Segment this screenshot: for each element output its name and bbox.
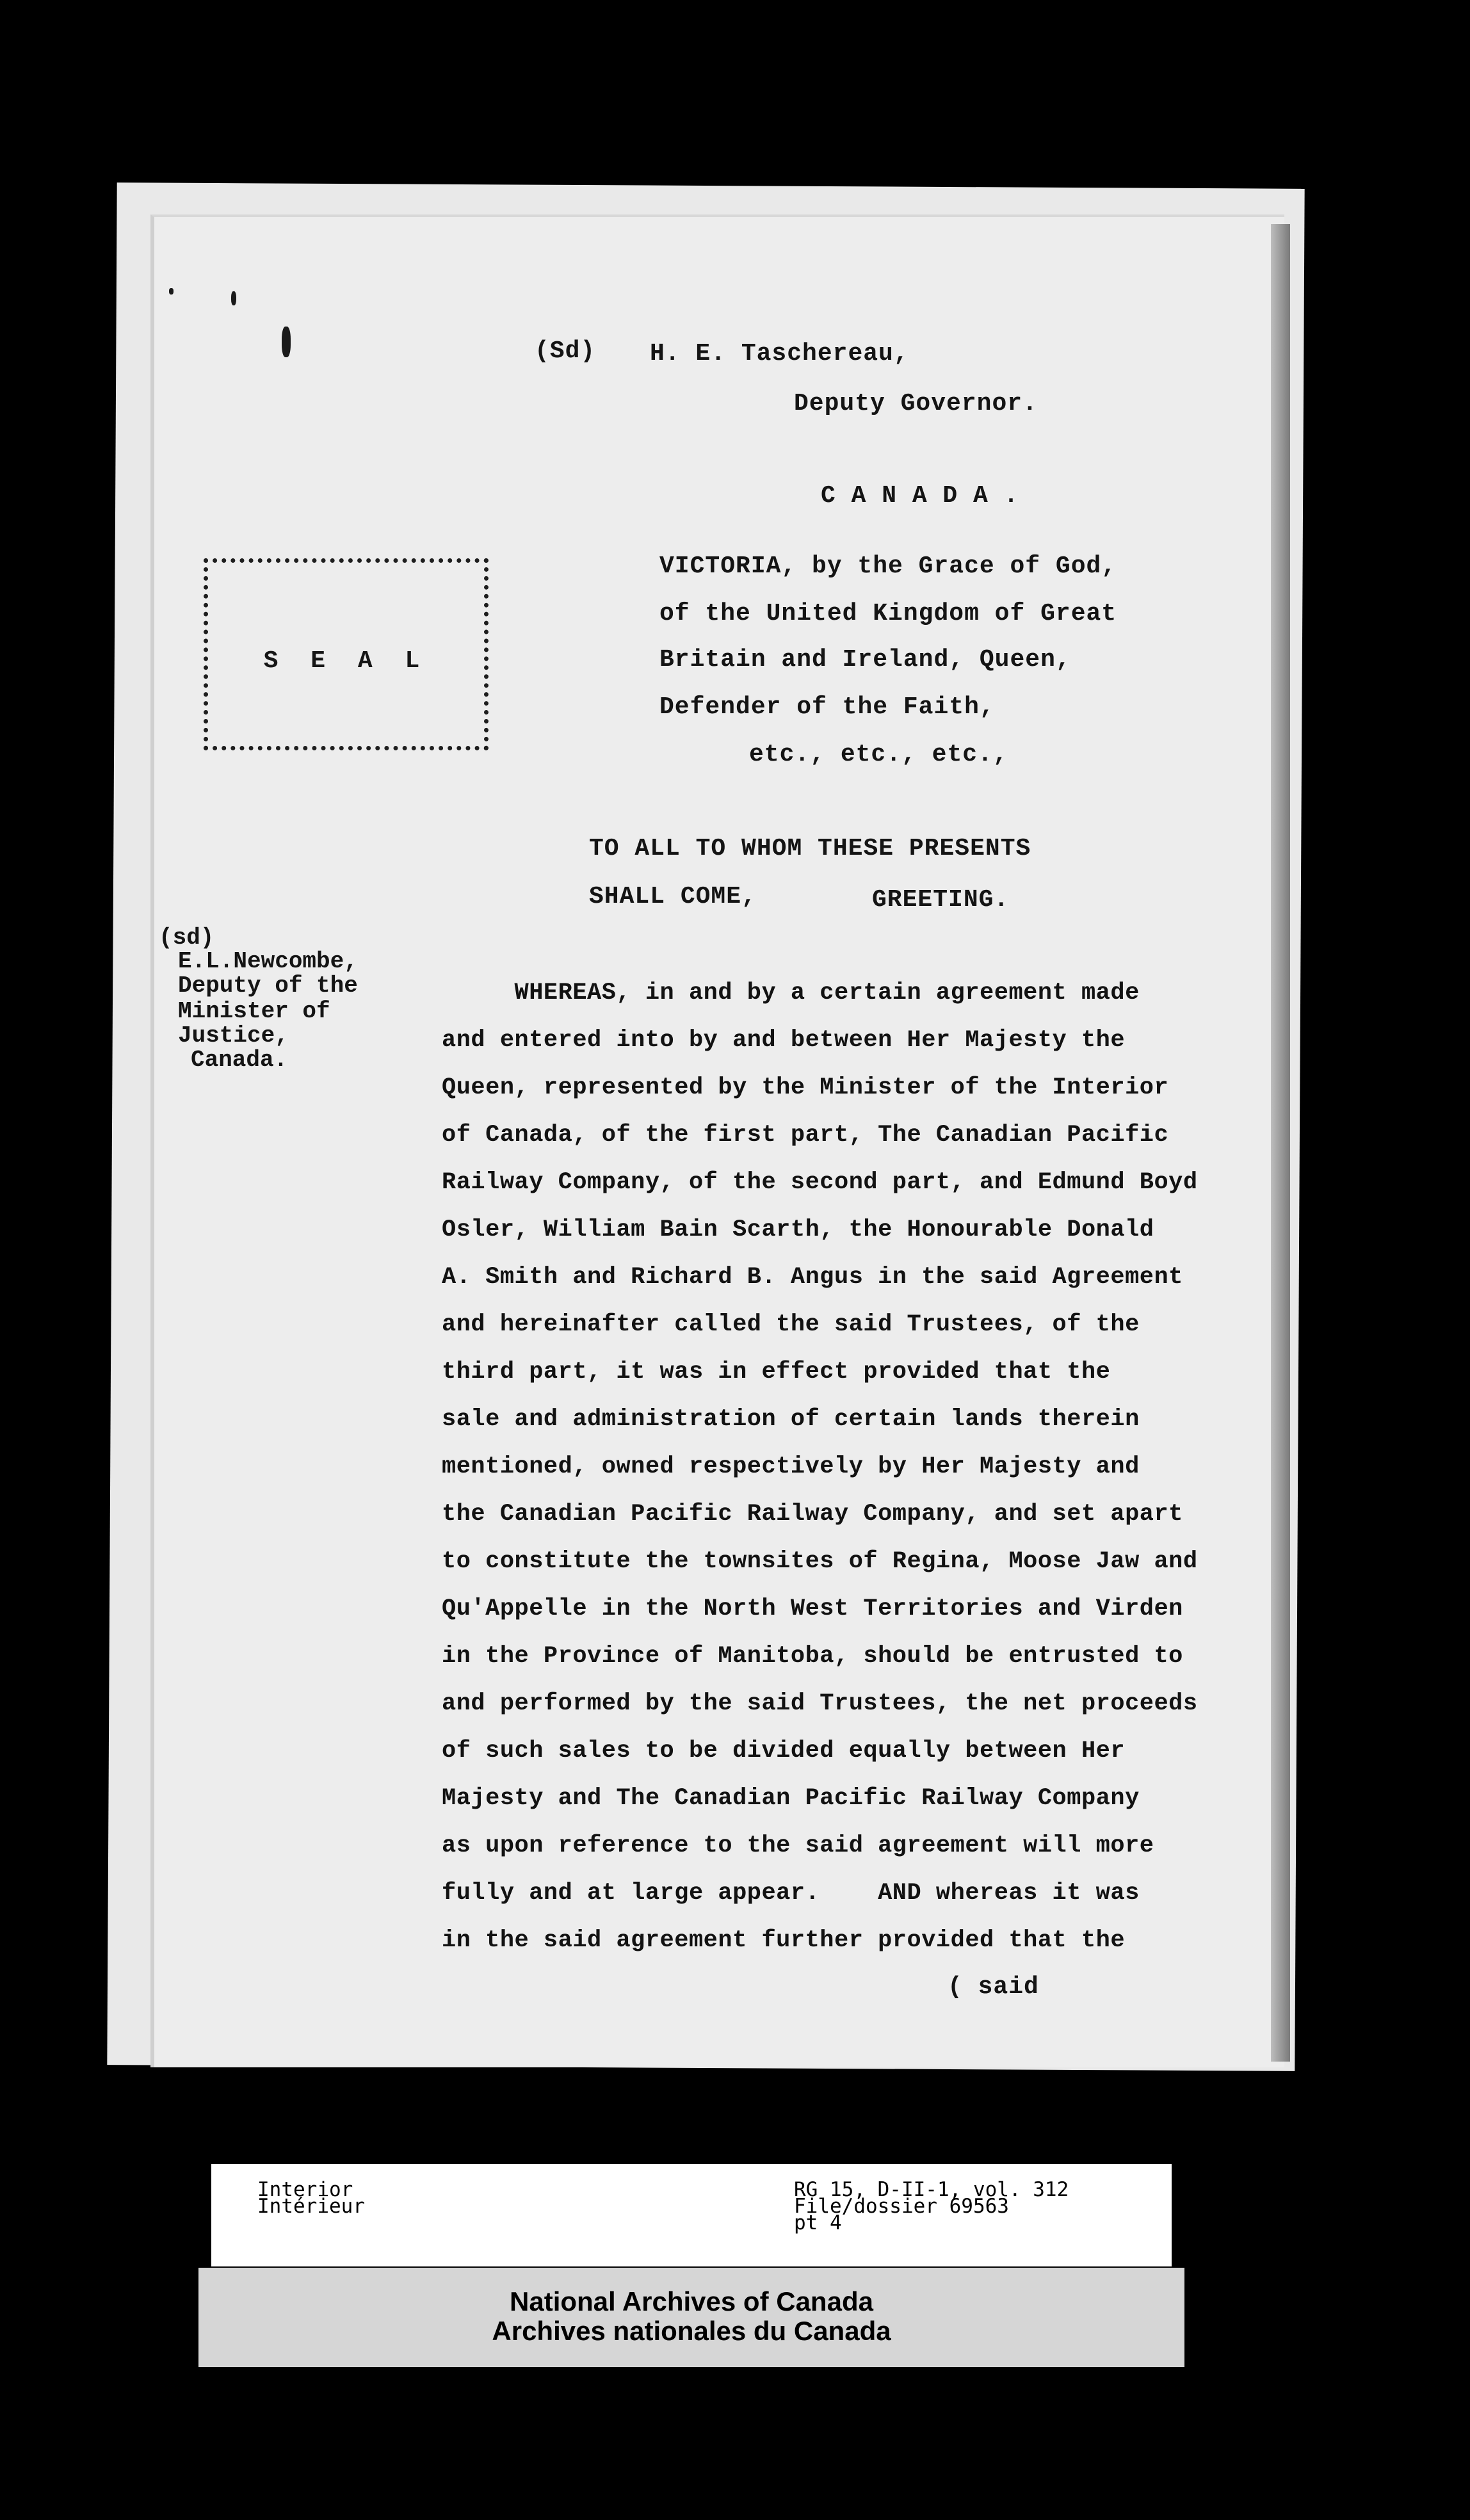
- catchword: ( said: [948, 1973, 1039, 2001]
- royal-style-line: etc., etc., etc.,: [749, 741, 1008, 768]
- body-line: Railway Company, of the second part, and Edmund Boyd: [442, 1169, 1198, 1196]
- royal-style-line: Britain and Ireland, Queen,: [659, 646, 1071, 674]
- royal-style-line: Defender of the Faith,: [659, 693, 995, 721]
- salutation-line-2-left: SHALL COME,: [589, 883, 757, 910]
- body-line: as upon reference to the said agreement will more: [442, 1832, 1154, 1859]
- page-edge-shadow: [1271, 224, 1290, 2062]
- signature-prefix: (Sd): [535, 337, 596, 365]
- label-left-line: Interior: [257, 2178, 353, 2201]
- body-line: Majesty and The Canadian Pacific Railway Company: [442, 1785, 1140, 1812]
- archives-name-en: National Archives of Canada: [510, 2286, 873, 2316]
- royal-style-line: VICTORIA, by the Grace of God,: [659, 553, 1117, 580]
- body-line: the Canadian Pacific Railway Company, and set apart: [442, 1501, 1183, 1528]
- seal-placeholder: [204, 558, 489, 750]
- body-line: in the said agreement further provided that the: [442, 1927, 1126, 1954]
- archives-banner: [198, 2268, 1184, 2367]
- signatory-name: H. E. Taschereau,: [650, 340, 909, 368]
- body-line: to constitute the townsites of Regina, Moose Jaw and: [442, 1548, 1198, 1575]
- label-right-line: pt 4: [794, 2211, 842, 2234]
- salutation-line-2-right: GREETING.: [872, 886, 1010, 914]
- body-line: Osler, William Bain Scarth, the Honourable Donald: [442, 1216, 1154, 1243]
- body-line: Queen, represented by the Minister of the Interior: [442, 1074, 1169, 1101]
- margin-note-prefix: (sd): [159, 925, 214, 951]
- margin-note-line: Minister of: [178, 998, 330, 1024]
- body-line: of Canada, of the first part, The Canadian Pacific: [442, 1122, 1169, 1149]
- margin-note-line: Canada.: [191, 1047, 288, 1073]
- body-line: and hereinafter called the said Trustees, of the: [442, 1311, 1140, 1338]
- margin-note-line: Deputy of the: [178, 973, 358, 999]
- body-line: and entered into by and between Her Majesty the: [442, 1027, 1126, 1054]
- archive-reference-label: [211, 2164, 1172, 2266]
- body-line: in the Province of Manitoba, should be entrusted to: [442, 1643, 1183, 1670]
- body-line: and performed by the said Trustees, the net proceeds: [442, 1690, 1198, 1717]
- signatory-title: Deputy Governor.: [794, 390, 1038, 417]
- body-line: mentioned, owned respectively by Her Majesty and: [442, 1453, 1140, 1480]
- body-line: of such sales to be divided equally between Her: [442, 1738, 1126, 1765]
- label-right-line: File/dossier 69563: [794, 2195, 1009, 2218]
- ink-speck: [231, 291, 236, 305]
- body-line: third part, it was in effect provided that the: [442, 1359, 1111, 1385]
- archives-name-fr: Archives nationales du Canada: [492, 2316, 891, 2346]
- body-line: sale and administration of certain lands therein: [442, 1406, 1140, 1433]
- salutation-line-1: TO ALL TO WHOM THESE PRESENTS: [589, 835, 1031, 862]
- margin-note-line: Justice,: [178, 1022, 289, 1049]
- royal-style-line: of the United Kingdom of Great: [659, 600, 1117, 627]
- body-line: fully and at large appear. AND whereas it was: [442, 1880, 1140, 1907]
- ink-speck: [169, 288, 174, 295]
- seal-label: S E A L: [263, 647, 429, 675]
- ink-speck: [282, 327, 291, 357]
- body-line: Qu'Appelle in the North West Territories and Virden: [442, 1595, 1183, 1622]
- margin-note-line: E.L.Newcombe,: [178, 948, 358, 974]
- body-line: A. Smith and Richard B. Angus in the said Agreement: [442, 1264, 1183, 1291]
- label-right-line: RG 15, D-II-1, vol. 312: [794, 2178, 1069, 2201]
- body-line: WHEREAS, in and by a certain agreement made: [442, 980, 1140, 1006]
- country-heading: C A N A D A .: [821, 482, 1019, 510]
- label-left-line: Intérieur: [257, 2195, 365, 2218]
